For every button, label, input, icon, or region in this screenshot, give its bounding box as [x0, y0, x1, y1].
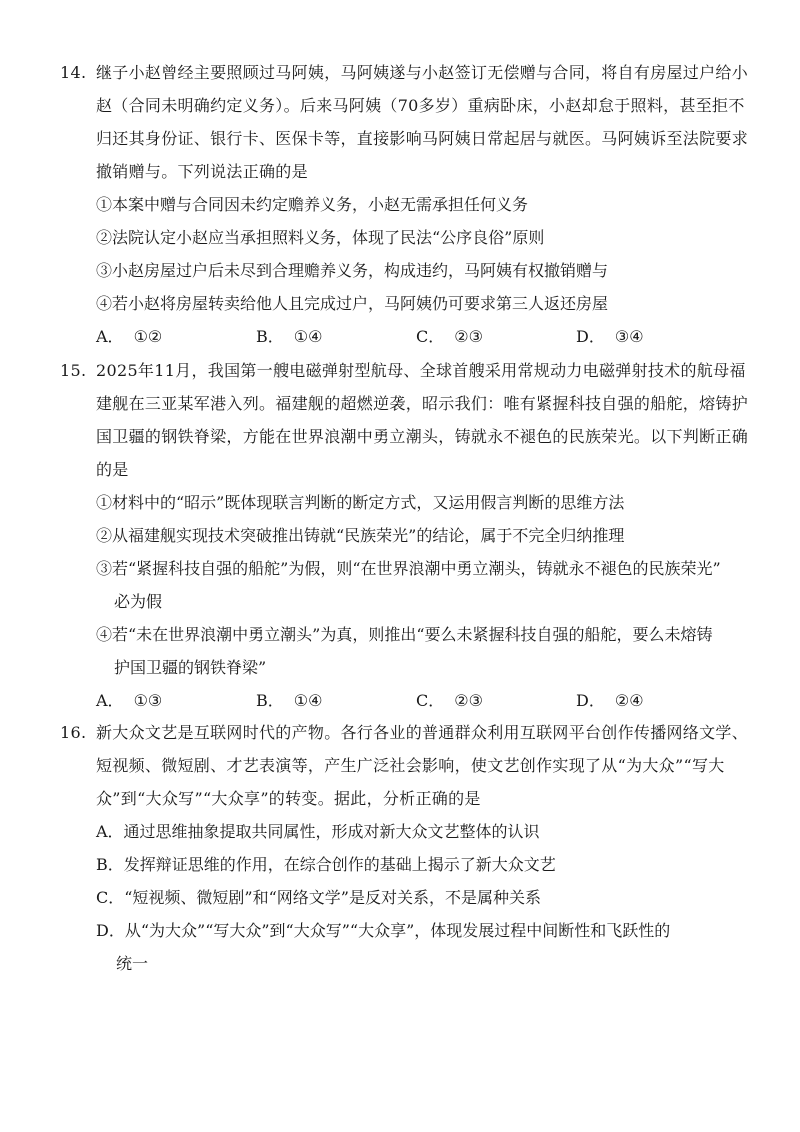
choice-c[interactable]: C． ②③ — [416, 691, 483, 710]
statement-4-continued: 护国卫疆的钢铁脊梁” — [114, 658, 267, 677]
question-14 — [60, 56, 750, 353]
question-14-stem-line-2: 赵（合同未明确约定义务）。后来马阿姨（70多岁）重病卧床，小赵却怠于照料，甚至拒不 — [96, 96, 745, 115]
choice-c[interactable]: C．“短视频、微短剧”和“网络文学”是反对关系，不是属种关系 — [96, 888, 541, 907]
statement-4: ④若“未在世界浪潮中勇立潮头”为真，则推出“要么未紧握科技自强的船舵，要么未熔铸 — [96, 625, 713, 644]
question-14-stem-line-3: 归还其身份证、银行卡、医保卡等，直接影响马阿姨日常起居与就医。马阿姨诉至法院要求 — [96, 129, 749, 148]
statement-1: ①材料中的“昭示”既体现联言判断的断定方式，又运用假言判断的思维方法 — [96, 493, 625, 512]
choice-a[interactable]: A．通过思维抽象提取共同属性，形成对新大众文艺整体的认识 — [96, 822, 540, 841]
question-15-stem-line-2: 建舰在三亚某军港入列。福建舰的超燃逆袭，昭示我们：唯有紧握科技自强的船舵，熔铸护 — [96, 394, 749, 413]
answer-choices — [60, 320, 750, 353]
choice-b[interactable]: B． ①④ — [256, 691, 323, 710]
choice-b[interactable]: B． ①④ — [256, 327, 323, 346]
choice-a[interactable]: A． ①③ — [96, 691, 163, 710]
question-number: 15. — [60, 361, 87, 380]
choice-d[interactable]: D．从“为大众”“写大众”到“大众写”“大众享”，体现发展过程中间断性和飞跃性的 — [96, 921, 671, 940]
question-14-stem-line-4: 撤销赠与。下列说法正确的是 — [96, 162, 308, 181]
question-16-stem-line-1: 16. 新大众文艺是互联网时代的产物。各行各业的普通群众利用互联网平台创作传播网络文学、 — [60, 716, 750, 749]
choice-b[interactable]: B．发挥辩证思维的作用，在综合创作的基础上揭示了新大众文艺 — [96, 855, 556, 874]
question-number: 16. — [60, 723, 87, 742]
question-15-stem-line-3: 国卫疆的钢铁脊梁，方能在世界浪潮中勇立潮头，铸就永不褪色的民族荣光。以下判断正确 — [96, 427, 749, 446]
choice-d-continued: 统一 — [116, 954, 149, 973]
statement-1: ①本案中赠与合同因未约定赡养义务，小赵无需承担任何义务 — [96, 195, 529, 214]
question-16-stem-line-3: 众”到“大众写”“大众享”的转变。据此，分析正确的是 — [96, 789, 481, 808]
statement-2: ②法院认定小赵应当承担照料义务，体现了民法“公序良俗”原则 — [96, 228, 545, 247]
question-number: 14. — [60, 63, 87, 82]
question-16-stem-line-2: 短视频、微短剧、才艺表演等，产生广泛社会影响，使文艺创作实现了从“为大众”“写大 — [96, 756, 725, 775]
statement-4: ④若小赵将房屋转卖给他人且完成过户，马阿姨仍可要求第三人返还房屋 — [96, 294, 609, 313]
choice-c[interactable]: C． ②③ — [416, 327, 483, 346]
choice-a[interactable]: A． ①② — [96, 327, 163, 346]
question-14-stem-line-1: 14. 继子小赵曾经主要照顾过马阿姨，马阿姨遂与小赵签订无偿赠与合同，将自有房屋过户给小 — [60, 56, 750, 89]
choice-d[interactable]: D． ③④ — [576, 327, 644, 346]
question-15-stem-line-1: 15. 2025年11月，我国第一艘电磁弹射型航母、全球首艘采用常规动力电磁弹射技术的航母福 — [60, 354, 750, 387]
question-15 — [60, 354, 750, 717]
statement-3-continued: 必为假 — [114, 592, 163, 611]
question-16 — [60, 716, 750, 980]
statement-3: ③小赵房屋过户后未尽到合理赡养义务，构成违约，马阿姨有权撤销赠与 — [96, 261, 609, 280]
choice-d[interactable]: D． ②④ — [576, 691, 644, 710]
statement-2: ②从福建舰实现技术突破推出铸就“民族荣光”的结论，属于不完全归纳推理 — [96, 526, 625, 545]
answer-choices — [60, 684, 750, 717]
statement-3: ③若“紧握科技自强的船舵”为假，则“在世界浪潮中勇立潮头，铸就永不褪色的民族荣光” — [96, 559, 721, 578]
question-15-stem-line-4: 的是 — [96, 460, 129, 479]
